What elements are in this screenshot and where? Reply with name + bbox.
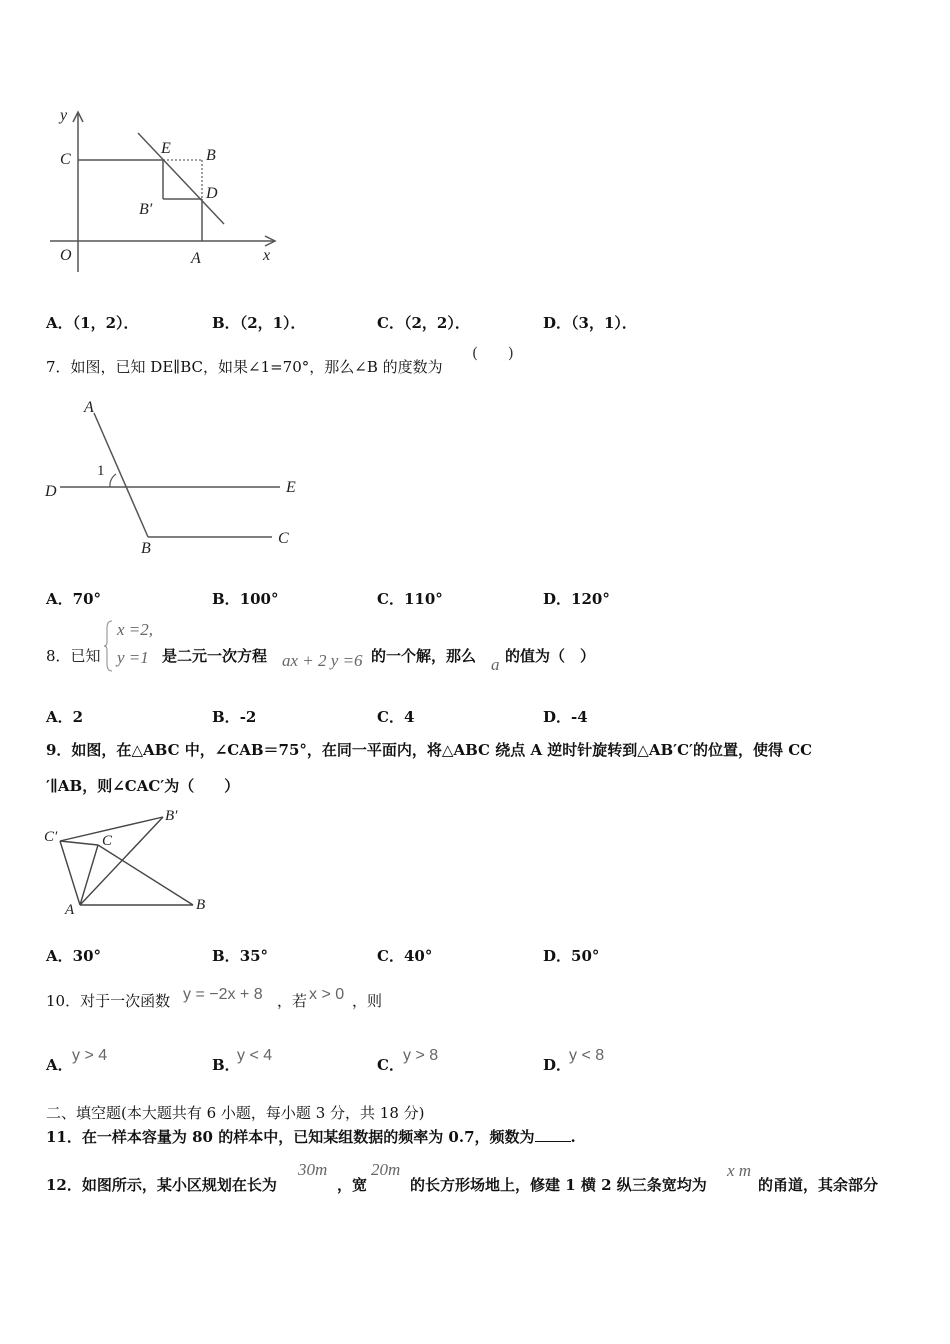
q6-option-a[interactable]: A．（1，2）． [46,314,139,332]
q11-answer-blank[interactable] [535,1127,571,1142]
q9-option-a[interactable]: A．30° [46,947,102,965]
q8-option-d[interactable]: D．-4 [543,708,588,726]
q10-end: ，则 [352,992,383,1010]
q7-paren: ( ) [472,344,514,362]
label-c: C [278,530,289,547]
label-e: E [286,479,296,496]
q10-option-b[interactable]: B． [212,1056,240,1074]
q6-option-d[interactable]: D．（3，1）． [543,314,637,332]
q12-prefix: 12．如图所示，某小区规划在长为 [46,1176,277,1194]
label-c-prime: C′ [44,829,58,845]
q7-option-d[interactable]: D．120° [543,590,610,608]
q8-system-line2: y =1 [117,648,149,667]
label-e: E [161,140,171,157]
q12-x: x m [727,1161,752,1180]
label-o: O [60,247,72,264]
q9-option-d[interactable]: D．50° [543,947,600,965]
q8-text-mid2: 的一个解，那么 [371,647,477,665]
label-c: C [60,151,71,168]
q8-brace [104,620,114,672]
q8-option-a[interactable]: A．2 [46,708,84,726]
q10-option-c[interactable]: C． [377,1056,404,1074]
label-b: B [196,897,206,913]
q12-mid: ，宽 [337,1176,368,1194]
q8-number: 8．已知 [46,647,101,665]
q10-option-a-value: y > 4 [72,1047,108,1064]
q9-stem-line1: 9．如图，在△ABC 中，∠CAB＝75°，在同一平面内，将△ABC 绕点 A 逆时针旋转到△AB′C′的位置，使得 CC [46,741,813,759]
label-b-prime: B′ [165,808,178,824]
label-y: y [60,107,68,124]
label-b: B [141,540,151,557]
parallel-lines-figure-q7 [40,395,310,560]
q6-option-c[interactable]: C．（2，2）． [377,314,470,332]
q8-system-line1: x =2, [117,620,154,639]
q8-option-b[interactable]: B．-2 [212,708,257,726]
q8-option-c[interactable]: C．4 [377,708,415,726]
q10-mid: ，若 [277,992,308,1010]
q12-length: 30m [298,1160,328,1179]
label-a: A [191,250,201,267]
q7-stem: 7．如图，已知 DE∥BC，如果∠1=70°，那么∠B 的度数为 [46,358,443,376]
q9-option-b[interactable]: B．35° [212,947,269,965]
q9-option-c[interactable]: C．40° [377,947,433,965]
label-b: B [206,147,216,164]
q8-equation: ax + 2 y =6 [282,651,363,670]
q11-text: 11．在一样本容量为 80 的样本中，已知某组数据的频率为 0.7，频数为 . [46,1128,576,1146]
label-x: x [263,247,271,264]
label-a: A [84,399,94,416]
section-2-title: 二、填空题(本大题共有 6 小题，每小题 3 分，共 18 分) [46,1104,425,1122]
q7-option-a[interactable]: A．70° [46,590,102,608]
q10-option-c-value: y > 8 [403,1047,439,1064]
q10-option-a[interactable]: A． [46,1056,73,1074]
label-d: D [206,185,218,202]
q10-option-b-value: y < 4 [237,1047,273,1064]
coordinate-figure-q6 [40,100,290,275]
label-d: D [45,483,57,500]
label-a: A [65,902,75,918]
q12-width: 20m [371,1160,401,1179]
q10-condition: x > 0 [309,986,345,1003]
q8-text-end: 的值为（ ） [505,647,596,665]
q12-end: 的甬道，其余部分 [758,1176,879,1194]
q10-prefix: 10．对于一次函数 [46,992,171,1010]
q6-option-b[interactable]: B．（2，1）． [212,314,306,332]
label-c: C [102,833,113,849]
label-b-prime: B′ [139,201,153,218]
q10-function: y = −2x + 8 [183,986,263,1003]
q12-mid2: 的长方形场地上，修建 1 横 2 纵三条宽均为 [410,1176,707,1194]
q7-option-c[interactable]: C．110° [377,590,443,608]
q8-var-a: a [491,655,500,674]
rotation-figure-q9 [40,803,220,923]
label-angle-1: 1 [97,463,105,479]
q8-text-mid: 是二元一次方程 [162,647,268,665]
q10-option-d-value: y < 8 [569,1047,605,1064]
q9-stem-line2: ′∥AB，则∠CAC′为（ ） [46,777,240,795]
q10-option-d[interactable]: D． [543,1056,572,1074]
q7-option-b[interactable]: B．100° [212,590,279,608]
